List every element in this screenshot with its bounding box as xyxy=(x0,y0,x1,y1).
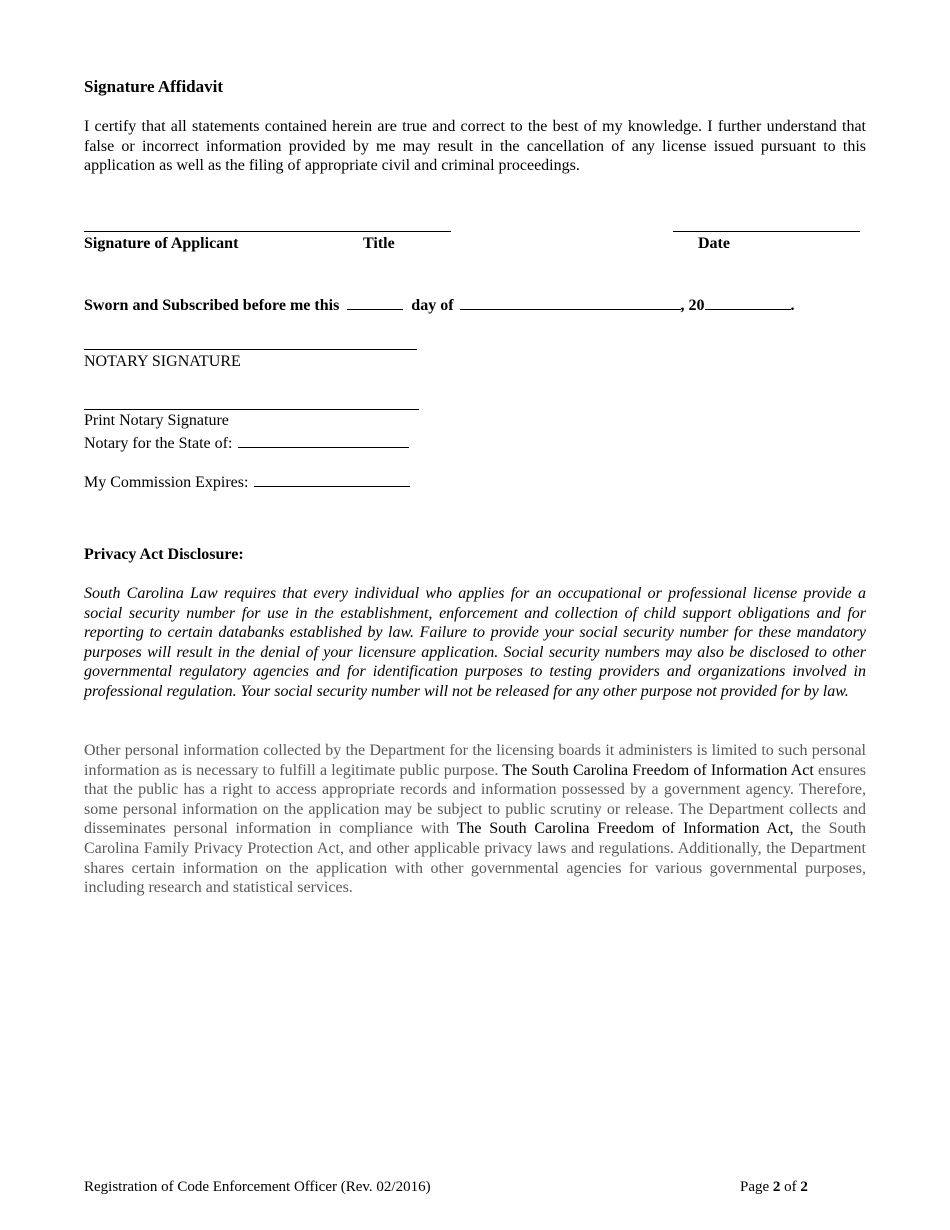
notary-state-row xyxy=(84,432,409,453)
privacy-personal-info-paragraph xyxy=(84,741,866,898)
year-blank[interactable] xyxy=(705,294,791,310)
foia-reference-1: The South Carolina Freedom of Information Act xyxy=(502,761,814,779)
affidavit-body: I certify that all statements contained herein are true and correct to the best of my knowledge. I further understand that false or incorrect information provided by me may result in the cancellation of any license issued pursuant to this application as well as the filing of appropriate civil and criminal proceedings. xyxy=(84,118,866,175)
notary-state-blank[interactable] xyxy=(238,432,409,448)
sworn-prefix: Sworn and Subscribed before me this xyxy=(84,297,340,314)
day-blank[interactable] xyxy=(347,294,403,310)
applicant-signature-line[interactable] xyxy=(84,231,451,232)
of-word: of xyxy=(784,1179,797,1195)
print-notary-line[interactable] xyxy=(84,409,419,410)
notary-state-label: Notary for the State of: xyxy=(84,435,233,452)
sworn-period: . xyxy=(790,297,795,314)
commission-expires-blank[interactable] xyxy=(254,471,410,487)
page-current: 2 xyxy=(772,1179,781,1195)
date-line[interactable] xyxy=(673,231,860,232)
affidavit-heading: Signature Affidavit xyxy=(84,77,224,96)
footer-form-name: Registration of Code Enforcement Officer (Rev. 02/2016) xyxy=(84,1179,431,1195)
signature-of-applicant-label: Signature of Applicant xyxy=(84,235,239,252)
title-label: Title xyxy=(363,235,395,252)
day-of-label: day of xyxy=(411,297,454,314)
privacy-p2-part2: ensures that the public has a right to access appropriate records and information possessed by a government agency. Therefore, some personal information on the application may be subject to public scrutiny or release. The Department collects and disseminates personal information in compliance with xyxy=(84,761,867,838)
notary-signature-line[interactable] xyxy=(84,349,417,350)
commission-row xyxy=(84,471,410,492)
notary-signature-label: NOTARY SIGNATURE xyxy=(84,353,241,370)
date-label: Date xyxy=(698,235,730,252)
footer-page-number xyxy=(740,1179,808,1196)
print-notary-label: Print Notary Signature xyxy=(84,412,229,429)
foia-reference-2: The South Carolina Freedom of Information Act, xyxy=(456,820,794,838)
month-blank[interactable] xyxy=(460,294,681,310)
privacy-ssn-paragraph: South Carolina Law requires that every individual who applies for an occupational or professional license provide a social security number for use in the establishment, enforcement and collection of child support obligations and for reporting to certain databanks established by law. Failure to provide your social security number for these mandatory purposes will result in the denial of your licensure application. Social security numbers may also be disclosed to other governmental regulatory agencies and for identification purposes to testing providers and organizations involved in professional regulation. Your social security number will not be released for any other purpose not provided for by law. xyxy=(84,585,866,700)
privacy-p2-part3: the South Carolina Family Privacy Protection Act, and other applicable privacy laws and regulations. Additionally, the Department shares certain information on the application with other governmental agencies for various governmental purposes, including research and statistical services. xyxy=(84,820,867,897)
sworn-statement xyxy=(84,294,795,315)
page-word: Page xyxy=(740,1179,770,1195)
privacy-p2-part1: Other personal information collected by the Department for the licensing boards it administers is limited to such personal information as is necessary to fulfill a legitimate public purpose. xyxy=(84,742,866,779)
privacy-heading: Privacy Act Disclosure: xyxy=(84,546,244,563)
year-prefix: , 20 xyxy=(680,297,705,314)
commission-expires-label: My Commission Expires: xyxy=(84,474,249,491)
page-total: 2 xyxy=(800,1179,808,1195)
